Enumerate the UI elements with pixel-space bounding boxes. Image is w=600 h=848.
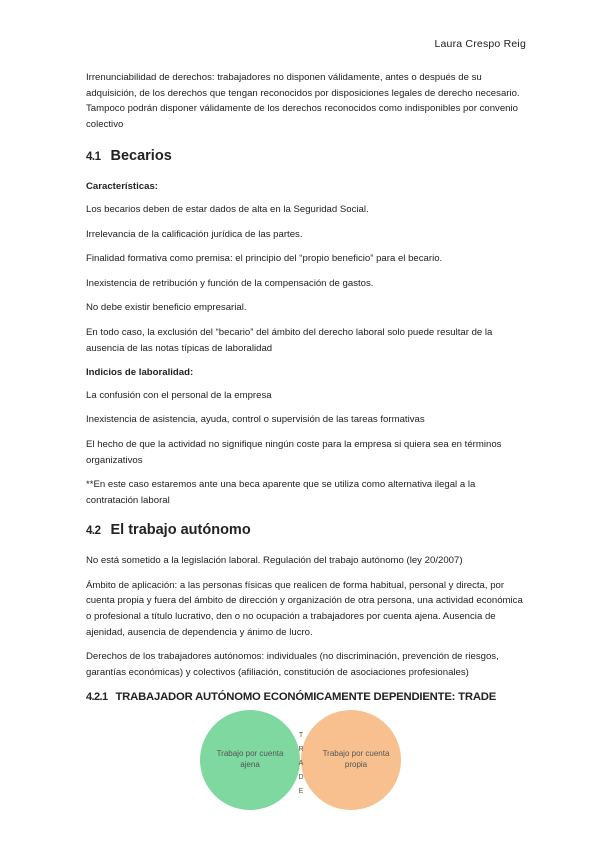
section-number: 4.1: [86, 151, 101, 164]
indicios-heading: Indicios de laboralidad:: [86, 367, 194, 379]
paragraph: Ámbito de aplicación: a las personas físicas que realicen de forma habitual, personal y directa, por cuenta propia y fuera del ámbito de dirección y organización de otra persona, una actividad económica o profesional a título lucrativo, den o no ocupación a trabajadores por cuenta ajena. Ausencia de ajenidad, ausencia de dependencia y ánimo de lucro.: [86, 579, 523, 638]
paragraph: Derechos de los trabajadores autónomos: individuales (no discriminación, prevención de riesgos, garantías económicas) y colectivos (afiliación, constitución de asociaciones profesionales): [86, 651, 499, 678]
paragraph: Inexistencia de asistencia, ayuda, control o supervisión de las tareas formativas: [86, 414, 425, 426]
paragraph: La confusión con el personal de la empresa: [86, 389, 272, 401]
characteristics-heading: Características:: [86, 181, 158, 193]
right-circle-label-line2: propia: [344, 760, 368, 769]
paragraph: Los becarios deben de estar dados de alta en la Seguridad Social.: [86, 203, 369, 215]
left-circle-label-line2: ajena: [240, 760, 260, 769]
trade-letter: D: [298, 774, 304, 781]
trade-letter: R: [298, 746, 304, 753]
section-heading-trabajo-autonomo: [86, 520, 526, 541]
section-heading-becarios: [86, 146, 526, 167]
trade-letter: E: [298, 788, 304, 795]
document-body: [86, 70, 526, 706]
section-title: Becarios: [110, 148, 172, 165]
paragraph: Inexistencia de retribución y función de la compensación de gastos.: [86, 277, 374, 289]
section-number: 4.2: [86, 525, 101, 538]
paragraph: Irrelevancia de la calificación jurídica de las partes.: [86, 228, 303, 240]
subsection-title: TRABAJADOR AUTÓNOMO ECONÓMICAMENTE DEPENDIENTE: TRADE: [115, 691, 497, 704]
subsection-number: 4.2.1: [86, 691, 108, 704]
paragraph: No debe existir beneficio empresarial.: [86, 302, 247, 314]
trade-letter: T: [298, 732, 304, 739]
paragraph: Finalidad formativa como premisa: el principio del “propio beneficio” para el becario.: [86, 253, 443, 265]
venn-diagram: [200, 700, 412, 820]
right-circle-label-line1: Trabajo por cuenta: [322, 749, 390, 758]
paragraph: El hecho de que la actividad no signifique ningún coste para la empresa si quiera sea en términos organizativos: [86, 438, 502, 466]
paragraph: **En este caso estaremos ante una beca aparente que se utiliza como alternativa ilegal a la contratación laboral: [86, 479, 476, 506]
trade-letter: A: [298, 760, 304, 767]
left-circle-label-line1: Trabajo por cuenta: [216, 749, 284, 758]
intro-paragraph: Irrenunciabilidad de derechos: trabajadores no disponen válidamente, antes o después de su adquisición, de los derechos que tengan reconocidos por disposiciones legales de derecho necesario. Tampoco podrán disponer válidamente de los derechos reconocidos como indisponibles por convenio colectivo: [86, 72, 520, 130]
author-name: Laura Crespo Reig: [434, 38, 526, 50]
paragraph: No está sometido a la legislación laboral. Regulación del trabajo autónomo (ley 20/2007): [86, 555, 463, 567]
paragraph: En todo caso, la exclusión del “becario” del ámbito del derecho laboral solo puede resultar de la ausencia de las notas típicas de laboralidad: [86, 326, 493, 354]
section-title: El trabajo autónomo: [110, 522, 251, 539]
